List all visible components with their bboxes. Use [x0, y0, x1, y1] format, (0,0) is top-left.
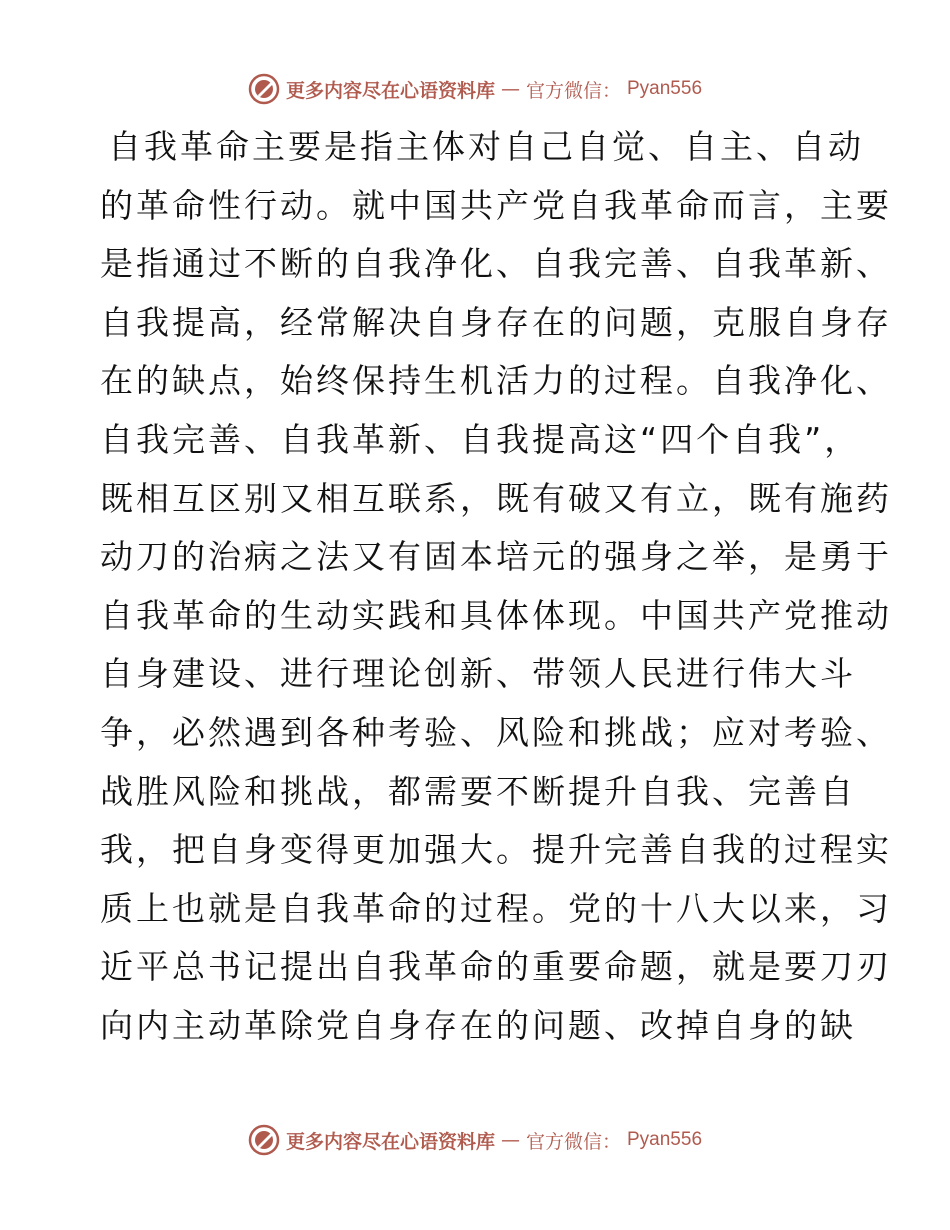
body-line: 战胜风险和挑战，都需要不断提升自我、完善自 — [100, 771, 856, 811]
body-line: 近平总书记提出自我革命的重要命题，就是要刀刃 — [100, 947, 892, 987]
body-line: 动刀的治病之法又有固本培元的强身之举，是勇于 — [100, 537, 892, 577]
header-watermark — [0, 71, 950, 107]
body-line: 自我提高，经常解决自身存在的问题，克服自身存 — [100, 302, 892, 342]
body-line: 在的缺点，始终保持生机活力的过程。自我净化、 — [100, 361, 892, 401]
body-line: 自身建设、进行理论创新、带领人民进行伟大斗 — [100, 654, 856, 694]
watermark-wechat-label: 官方微信： — [525, 79, 621, 102]
body-line: 的革命性行动。就中国共产党自我革命而言，主要 — [100, 185, 892, 225]
quill-seal-icon — [248, 73, 280, 105]
body-line: 自我革命主要是指主体对自己自觉、自主、自动 — [108, 127, 864, 166]
watermark-main-text: 更多内容尽在心语资料库 — [285, 79, 495, 102]
watermark-dash: — — [500, 1129, 520, 1151]
body-line: 向内主动革除党自身存在的问题、改掉自身的缺 — [100, 1005, 856, 1045]
document-body — [100, 118, 892, 1056]
footer-watermark — [0, 1122, 950, 1158]
watermark-main-text: 更多内容尽在心语资料库 — [285, 1130, 495, 1153]
body-line: 既相互区别又相互联系，既有破又有立，既有施药 — [100, 478, 892, 518]
watermark-wechat-label: 官方微信： — [525, 1130, 621, 1153]
body-line: 我，把自身变得更加强大。提升完善自我的过程实 — [100, 830, 892, 870]
watermark-wechat-id: Pyan556 — [627, 1129, 703, 1150]
body-line: 质上也就是自我革命的过程。党的十八大以来，习 — [100, 888, 892, 928]
watermark-wechat-id: Pyan556 — [627, 78, 703, 99]
body-line: 自我革命的生动实践和具体体现。中国共产党推动 — [100, 595, 892, 635]
watermark-dash: — — [500, 78, 520, 100]
quill-seal-icon — [248, 1124, 280, 1156]
body-line: 自我完善、自我革新、自我提高这“四个自我”， — [100, 419, 861, 459]
body-line: 争，必然遇到各种考验、风险和挑战；应对考验、 — [100, 712, 892, 752]
body-line: 是指通过不断的自我净化、自我完善、自我革新、 — [100, 244, 892, 284]
